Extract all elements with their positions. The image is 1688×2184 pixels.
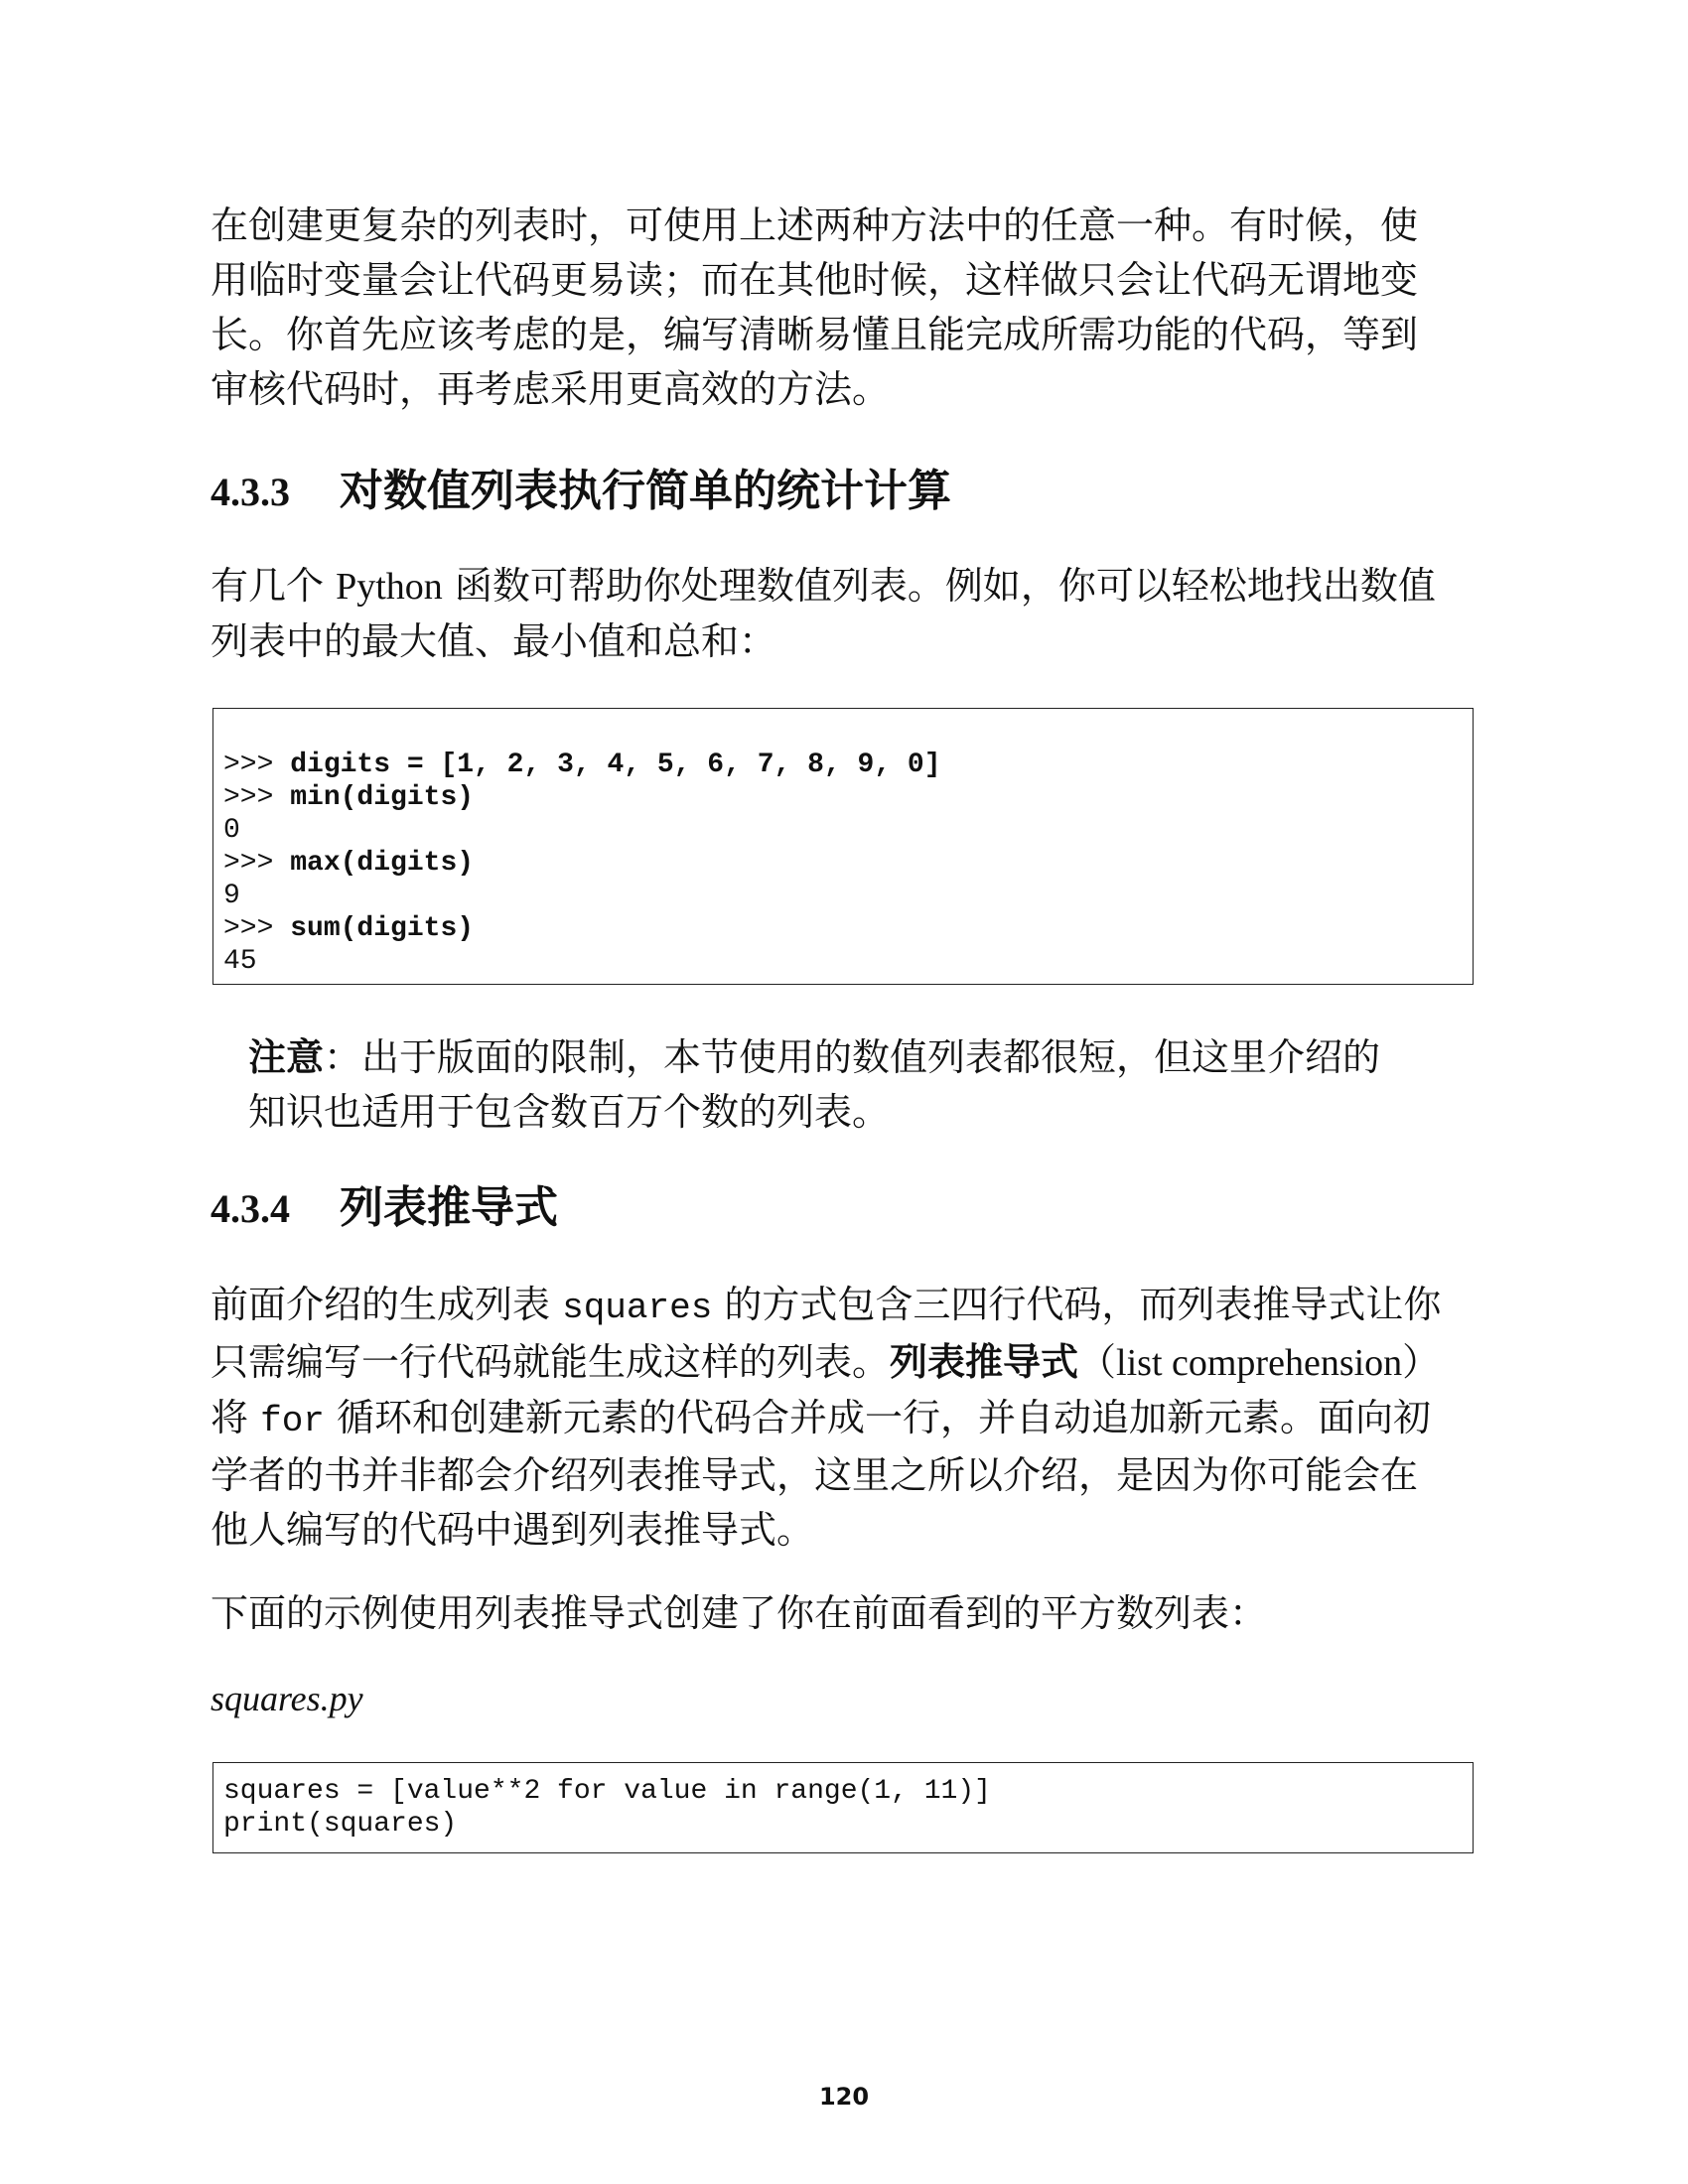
code-filename: squares.py (211, 1679, 363, 1718)
section-434-paragraph: 前面介绍的生成列表 squares 的方式包含三四行代码，而列表推导式让你 只需编写一行代码就能生成这样的列表。列表推导式（list comprehension） 将 for 循环和创建新元素的代码合并成一行，并自动追加新元素。面向初 学者的书并非都会介绍列表推导式，这里之所以介绍，是因为你可能会在 他人编写的代码中遇到列表推导式。 (211, 1278, 1491, 1558)
intro-line: 在创建更复杂的列表时，可使用上述两种方法中的任意一种。有时候，使 (211, 204, 1419, 247)
intro-line: 审核代码时，再考虑采用更高效的方法。 (211, 367, 891, 411)
code-output: 0 (223, 815, 240, 846)
intro-line: 用临时变量会让代码更易读；而在其他时候，这样做只会让代码无谓地变 (211, 258, 1419, 302)
text-span: 有几个 (211, 564, 337, 608)
page-number: 120 (818, 2083, 870, 2111)
code-line: >>> digits = [1, 2, 3, 4, 5, 6, 7, 8, 9, 0] (223, 750, 941, 780)
section-number: 4.3.3 (211, 470, 290, 514)
section-heading-4-3-4 (211, 1178, 1491, 1239)
code-output: 45 (223, 946, 257, 977)
intro-line: 长。你首先应该考虑的是，编写清晰易懂且能完成所需功能的代码，等到 (211, 313, 1419, 356)
section-title: 列表推导式 (340, 1182, 558, 1233)
section-number: 4.3.4 (211, 1186, 290, 1231)
section-433-paragraph (211, 559, 1491, 669)
code-line: print(squares) (223, 1809, 458, 1840)
intro-paragraph (211, 199, 1491, 417)
text-line: 列表中的最大值、最小值和总和： (211, 619, 777, 663)
section-title: 对数值列表执行简单的统计计算 (340, 466, 951, 516)
code-line: >>> max(digits) (223, 848, 475, 879)
code-output: 9 (223, 881, 240, 911)
note-text: 知识也适用于包含数百万个数的列表。 (248, 1090, 891, 1134)
note-block (248, 1030, 1460, 1140)
english-term: list comprehension (1116, 1342, 1403, 1384)
section-heading-4-3-3 (211, 462, 1491, 522)
inline-code-squares: squares (562, 1288, 713, 1328)
code-line: >>> sum(digits) (223, 913, 475, 944)
code-line: squares = [value**2 for value in range(1, 11)] (223, 1776, 991, 1807)
code-block-digits (212, 708, 1474, 985)
code-line: >>> min(digits) (223, 782, 475, 813)
text-line: 学者的书并非都会介绍列表推导式，这里之所以介绍，是因为你可能会在 (211, 1453, 1419, 1497)
code-block-squares (212, 1762, 1474, 1853)
bold-term: 列表推导式 (890, 1340, 1079, 1384)
python-word: Python (336, 566, 443, 608)
note-label: 注意 (248, 1035, 325, 1079)
section-434-paragraph-2: 下面的示例使用列表推导式创建了你在前面看到的平方数列表： (211, 1591, 1268, 1635)
text-line: 他人编写的代码中遇到列表推导式。 (211, 1508, 815, 1552)
inline-code-for: for (260, 1401, 325, 1441)
text-span: 函数可帮助你处理数值列表。例如，你可以轻松地找出数值 (442, 564, 1436, 608)
note-text: ：出于版面的限制，本节使用的数值列表都很短，但这里介绍的 (324, 1035, 1381, 1079)
